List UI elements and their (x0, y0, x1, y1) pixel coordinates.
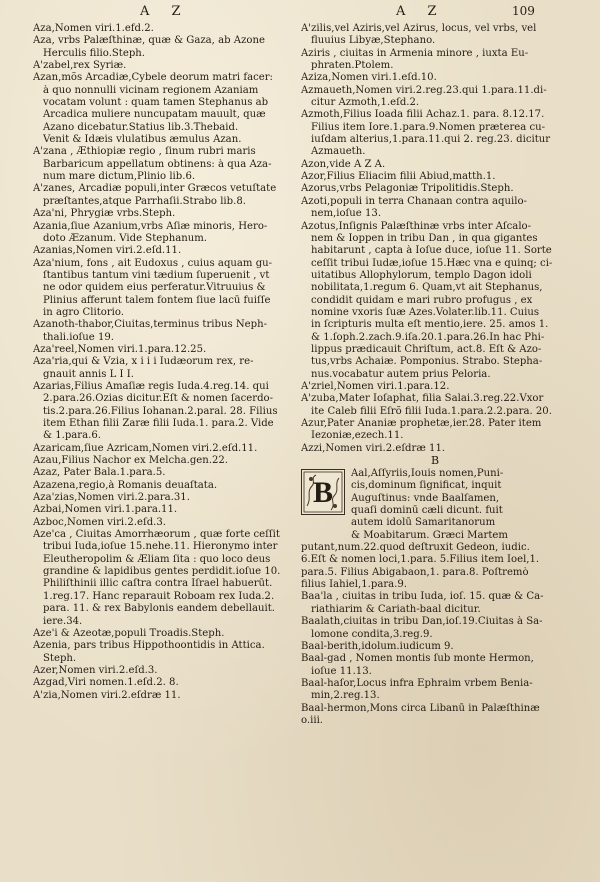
entry-line: Azbai,Nomen viri.1.para.11. (33, 504, 178, 516)
entry-line: Herculis filio.Steph. (43, 47, 146, 59)
entry-line: riathiarim & Cariath-baal dicitur. (311, 603, 481, 615)
b-section-opening (301, 468, 569, 542)
entry-line: & Moabitarum. Græci Martem (351, 529, 508, 541)
entry-line: Barbaricum appellatum obtinens: à qua Aza- (43, 158, 272, 170)
entry-line: filius Iahiel,1.para.9. (301, 579, 408, 591)
entry-line: Azgad,Viri nomen.1.eſd.2. 8. (33, 677, 179, 689)
entry-line: ne odor quidem eius perferatur.Vitruuius & (43, 282, 266, 294)
entry-line: tis.2.para.26.Filius Iohanan.2.paral. 28. Filius (43, 405, 278, 417)
entry-line: uitatibus Allophylorum, templo Dagon idoli (311, 269, 532, 281)
entry-line: Azanias,Nomen viri.2.eſd.11. (33, 245, 182, 257)
entry-line: Aza'nium, fons , ait Eudoxus , cuius aquam gu- (33, 257, 273, 269)
entry-line: Iezoniæ,ezech.11. (311, 430, 404, 442)
entry-line: Aziza,Nomen viri.1.eſd.10. (301, 72, 437, 84)
entry-line: A'zabel,rex Syriæ. (33, 60, 127, 72)
entry-line: Azania,ſiue Azanium,vrbs Aſiæ minoris, Hero- (33, 220, 268, 232)
entry-line: condidit quidam e mari rubro profugus , ex (311, 294, 533, 306)
entry-line: A'zuba,Mater Ioſaphat, filia Salai.3.reg.22.Vxor (301, 393, 544, 405)
entry-line: Azur,Pater Ananiæ prophetæ,ier.28. Pater item (301, 418, 542, 429)
entry-line: Arcadica muliere nuncupatam mauult, quæ (43, 109, 266, 121)
entry-line: & 1.para.6. (43, 430, 101, 442)
entry-line: lomone condita,3.reg.9. (311, 628, 433, 640)
entry-line: Azzi,Nomen viri.2.eſdræ 11. (301, 442, 446, 454)
entry-line: 1.reg.17. Hanc reparauit Roboam rex Iuda.2. (43, 590, 275, 602)
entry-line: A'zia,Nomen viri.2.eſdræ 11. (33, 689, 181, 701)
entry-line: vocatam volunt : quam tamen Stephanus ab (43, 97, 269, 109)
ornament-icon (302, 470, 344, 514)
entry-line: lippus prædicauit Chriſtum, act.8. Eſt & Azo- (311, 343, 542, 355)
entry-line: Azau,Filius Nachor ex Melcha.gen.22. (33, 455, 229, 467)
entry-line: A'zriel,Nomen viri.1.para.12. (301, 380, 450, 392)
entry-line: Philiſthinii illic caſtra contra Iſrael habuerūt. (43, 578, 273, 590)
entry-line: min,2.reg.13. (311, 690, 380, 702)
entry-line: Aza'zias,Nomen viri.2.para.31. (33, 492, 190, 504)
entry-line: Aze'i & Azeotæ,populi Troadis.Steph. (33, 627, 225, 639)
entry-line: autem idolū Samaritanorum (351, 517, 496, 529)
entry-line: Azazena,regio,à Romanis deuaſtata. (33, 479, 218, 491)
entry-line: Auguſtinus: vnde Baalſamen, (351, 492, 500, 504)
entry-line: tus,vrbs Achaiæ. Pomponius. Strabo. Stepha- (311, 356, 543, 368)
entry-line: Baal-berith,idolum.iudicum 9. (301, 640, 454, 652)
left-column (33, 23, 295, 702)
entry-line: grandine & lapidibus gentes perdidit.ioſue 10. (43, 566, 281, 578)
entry-line: Aziris , ciuitas in Armenia minore , iuxta Eu- (301, 47, 529, 59)
entry-line: Azon,vide A Z A. (301, 158, 386, 170)
entry-line: Baal-gad , Nomen montis ſub monte Hermon, (301, 653, 534, 665)
entry-line: para.5. Filius Abigabaon,1. para.8. Poſtremò (301, 566, 529, 578)
entry-line: ite Caleb filii Eſrõ filii Iuda.1.para.2.2.para. 20. (311, 405, 552, 417)
entry-line: Azmaueth. (311, 146, 366, 158)
entry-line: Azenia, pars tribus Hippothoontidis in Attica. (33, 640, 265, 652)
decorated-initial-b (301, 469, 345, 515)
entry-line: Aze'ca , Ciuitas Amorrhæorum , quæ forte ceſſit (33, 529, 280, 541)
entry-line: cis,dominum ſignificat, inquit (351, 480, 502, 492)
entry-line: Azaricam,ſiue Azricam,Nomen viri.2.eſd.11. (33, 442, 258, 454)
entry-line: ceſſit tribui Iudæ,ioſue 15.Hæc vna e quinq; ci- (311, 257, 553, 269)
entry-line: 6.Eſt & nomen loci,1.para. 5.Filius item Ioel,1. (301, 554, 540, 566)
entry-line: doto Æzanum. Vide Stephanum. (43, 232, 207, 244)
entry-line: Azoti,populi in terra Chanaan contra aquilo- (301, 195, 527, 207)
entry-line: thali.ioſue 19. (43, 331, 115, 343)
entry-line: Eleutheropolim & Æliam ſita : quo loco deus (43, 553, 271, 565)
entry-line: Baal-haſor,Locus infra Ephraim vrbem Benia- (301, 677, 533, 689)
entry-line: Azmaueth,Nomen viri.2.reg.23.qui 1.para.11.di- (301, 84, 547, 96)
entry-line: iuſdam alterius,1.para.11.qui 2. reg.23. dicitur (311, 134, 551, 146)
entry-line: Baal-hermon,Mons circa Libanū in Palæſthinæ (301, 702, 540, 714)
entry-line: habitarunt , capta à Ioſue duce, ioſue 11. Sorte (311, 245, 552, 257)
entry-line: A'zana , Æthiopiæ regio , ſinum rubri maris (33, 146, 256, 158)
right-column (301, 23, 569, 727)
entry-line: in ſcripturis multa eſt mentio,iere. 25. amos 1. (311, 319, 549, 331)
entry-line: citur Azmoth,1.eſd.2. (311, 97, 420, 109)
entry-line: num mare dictum,Plinio lib.6. (43, 171, 196, 183)
entry-line: in agro Clitorio. (43, 306, 125, 318)
entry-line: Azanoth-thabor,Ciuitas,terminus tribus Neph- (33, 319, 268, 331)
entry-line: Venit & Idæis vlulatibus æmulus Azan. (43, 134, 242, 146)
entry-line: nobilitata,1.regum 6. Quam,vt ait Stephanus, (311, 282, 543, 294)
entry-line: à quo nonnulli vicinam regionem Azaniam (43, 84, 259, 96)
entry-line: Aza, vrbs Palæſthinæ, quæ & Gaza, ab Azone (33, 35, 265, 47)
entry-line: item Ethan filii Zaræ filii Iuda.1. para.2. Vide (43, 418, 274, 429)
entry-line: o.iii. (301, 714, 324, 726)
entry-line: Aza,Nomen viri.1.efd.2. (33, 23, 154, 34)
entry-line: A'zilis,vel Aziris,vel Azirus, locus, vel vrbs, vel (301, 23, 537, 34)
entry-line: ioſue 11.13. (311, 665, 372, 677)
entry-line: Steph. (43, 652, 77, 664)
entry-line: Azarias,Filius Amaſiæ regis Iuda.4.reg.14. qui (33, 380, 269, 392)
entry-line: Baa'la , ciuitas in tribu Iuda, ioſ. 15. quæ & Ca- (301, 591, 544, 603)
entry-line: A'zanes, Arcadiæ populi,inter Græcos vetuſtate (33, 183, 277, 195)
entry-line: & 1.ſoph.2.zach.9.iſa.20.1.para.26.In hac Phi- (311, 331, 545, 343)
entry-line: Aza'reel,Nomen viri.1.para.12.25. (33, 343, 207, 355)
entry-line: Azor,Filius Eliacim filii Abiud,matth.1. (301, 171, 496, 183)
entry-line: Plinius afferunt talem fontem ſiue lacū fuiſſe (43, 294, 271, 306)
entry-line: præſtantes,atque Parrhaſii.Strabo lib.8. (43, 195, 246, 207)
entry-line: putant,num.22.quod deſtruxit Gedeon, iudic. (301, 542, 530, 554)
entry-line: Azmoth,Filius Ioada filii Achaz.1. para. 8.12.17. (301, 109, 545, 121)
entry-line: para. 11. & rex Babylonis eandem debellauit. (43, 603, 275, 615)
entry-line: Filius item Iore.1.para.9.Nomen præterea cu- (311, 121, 546, 133)
entry-line: phraten.Ptolem. (311, 60, 394, 72)
entry-line: Azotus,Inſignis Palæſthinæ vrbs inter Aſcalo- (301, 220, 532, 232)
section-heading-b: B (430, 454, 440, 468)
entry-line: Azaz, Pater Bala.1.para.5. (33, 467, 166, 479)
entry-line: nomine vxoris ſuæ Azes.Volater.lib.11. Cuius (311, 306, 540, 318)
right-column-b-entries (301, 542, 569, 727)
entry-line: Baalath,ciuitas in tribu Dan,ioſ.19.Ciuitas à Sa- (301, 616, 543, 628)
entry-line: iere.34. (43, 615, 83, 627)
page-number: 109 (512, 4, 535, 18)
entry-line: Aal,Aſſyriis,Iouis nomen,Puni- (351, 468, 504, 480)
entry-line: 2.para.26.Ozias dicitur.Eſt & nomen ſacerdo- (43, 393, 274, 405)
entry-line: Aza'ria,qui & Vzia, x i i i Iudæorum rex, re- (33, 356, 254, 368)
running-header (0, 4, 600, 24)
initial-letter: B (312, 476, 334, 510)
entry-line: fluuius Libyæ,Stephano. (311, 35, 436, 47)
entry-line: gnauit annis L I I. (43, 368, 134, 380)
entry-line: nem,ioſue 13. (311, 208, 382, 220)
entry-line: quaſi dominū cæli dicunt. fuit (351, 505, 503, 517)
header-left-letters: A Z (140, 4, 190, 19)
entry-line: ſtantibus tantum vini tædium ſuperuenit , vt (43, 269, 270, 281)
entry-line: Azan,mõs Arcadiæ,Cybele deorum matri facer: (33, 72, 273, 84)
entry-line: Aza'ni, Phrygiæ vrbs.Steph. (33, 208, 176, 220)
entry-line: nem & Ioppen in tribu Dan , in qua gigantes (311, 232, 538, 244)
header-right-letters: A Z (396, 4, 446, 19)
entry-line: Azer,Nomen viri.2.eſd.3. (33, 664, 158, 676)
entry-line: nus.vocabatur autem prius Peloria. (311, 368, 491, 380)
entry-line: Azano dicebatur.Statius lib.3.Thebaid. (43, 121, 239, 133)
entry-line: Azboc,Nomen viri.2.eſd.3. (33, 516, 167, 528)
entry-line: tribui Iuda,ioſue 15.nehe.11. Hieronymo inter (43, 541, 278, 553)
entry-line: Azorus,vrbs Pelagoniæ Tripolitidis.Steph. (301, 183, 514, 195)
right-column-a-entries (301, 23, 569, 455)
